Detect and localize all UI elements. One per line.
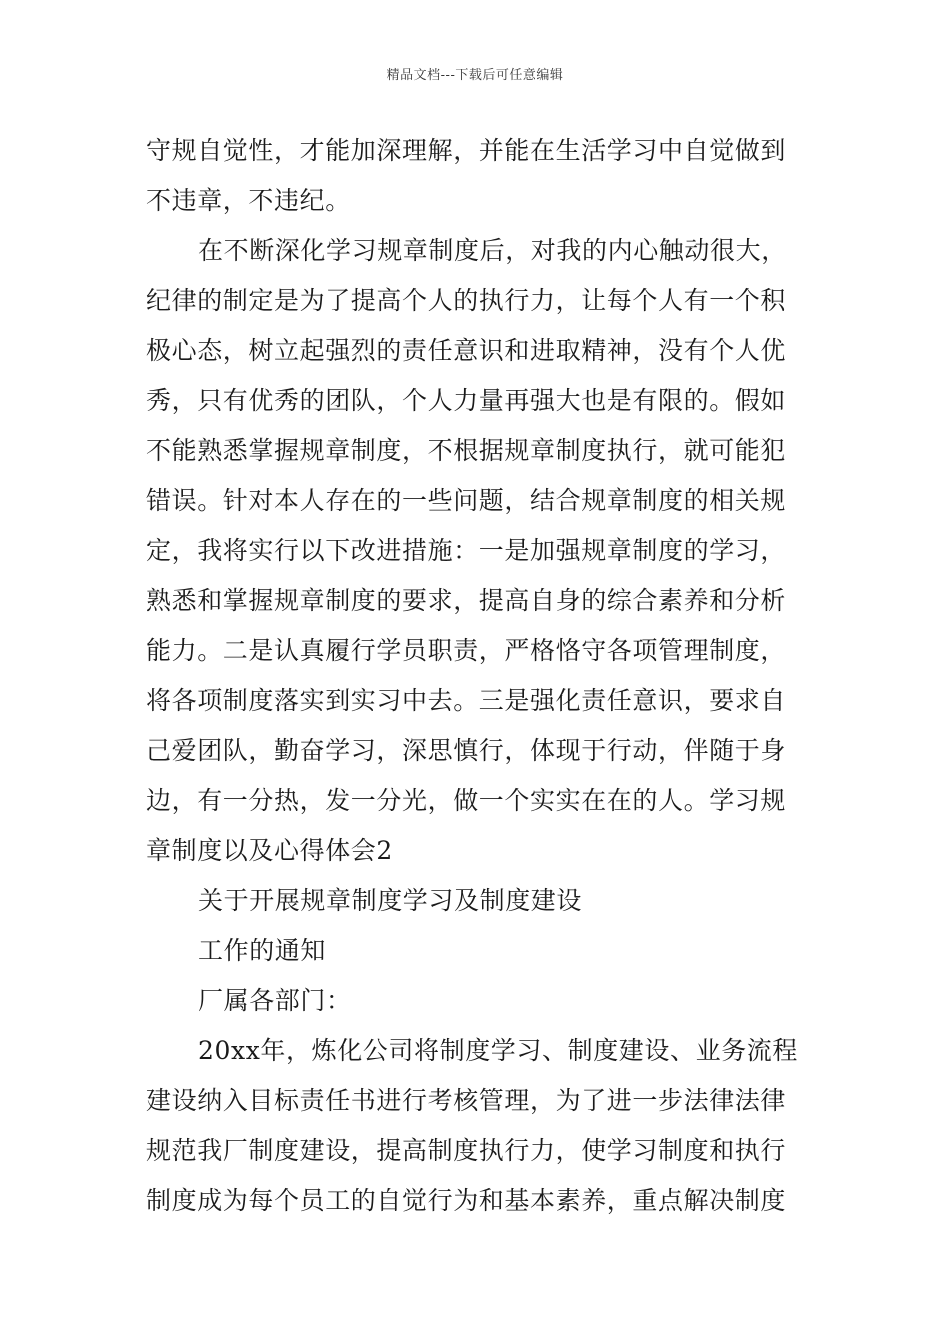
body-line: 边，有一分热，发一分光，做一个实实在在的人。学习规 [146, 786, 787, 815]
body-line: 将各项制度落实到实习中去。三是强化责任意识，要求自 [146, 686, 787, 715]
body-line: 建设纳入目标责任书进行考核管理，为了进一步法律法律 [146, 1086, 787, 1115]
body-line: 秀，只有优秀的团队，个人力量再强大也是有限的。假如 [146, 386, 787, 415]
body-line: 定，我将实行以下改进措施：一是加强规章制度的学习， [146, 536, 787, 565]
body-line: 纪律的制定是为了提高个人的执行力，让每个人有一个积 [146, 286, 787, 315]
body-line: 熟悉和掌握规章制度的要求，提高自身的综合素养和分析 [146, 586, 787, 615]
body-line: 守规自觉性，才能加深理解，并能在生活学习中自觉做到 [146, 136, 787, 165]
body-line: 规范我厂制度建设，提高制度执行力，使学习制度和执行 [146, 1136, 787, 1165]
body-line: 错误。针对本人存在的一些问题，结合规章制度的相关规 [146, 486, 787, 515]
notice-title-line: 关于开展规章制度学习及制度建设 [198, 886, 583, 915]
notice-title-line: 工作的通知 [198, 936, 327, 965]
salutation-line: 厂属各部门： [198, 986, 352, 1015]
page-header: 精品文档---下载后可任意编辑 [386, 68, 564, 83]
body-line: 章制度以及心得体会2 [146, 836, 393, 865]
document-body [146, 126, 811, 1226]
body-line: 不违章，不违纪。 [146, 186, 351, 215]
paragraph-start-line: 20xx年，炼化公司将制度学习、制度建设、业务流程 [198, 1036, 799, 1065]
body-line: 不能熟悉掌握规章制度，不根据规章制度执行，就可能犯 [146, 436, 787, 465]
paragraph-start-line: 在不断深化学习规章制度后，对我的内心触动很大， [198, 236, 787, 265]
body-line: 能力。二是认真履行学员职责，严格恪守各项管理制度， [146, 636, 787, 665]
body-line: 极心态，树立起强烈的责任意识和进取精神，没有个人优 [146, 336, 787, 365]
body-line: 制度成为每个员工的自觉行为和基本素养，重点解决制度 [146, 1186, 787, 1215]
body-line: 己爱团队，勤奋学习，深思慎行，体现于行动，伴随于身 [146, 736, 787, 765]
